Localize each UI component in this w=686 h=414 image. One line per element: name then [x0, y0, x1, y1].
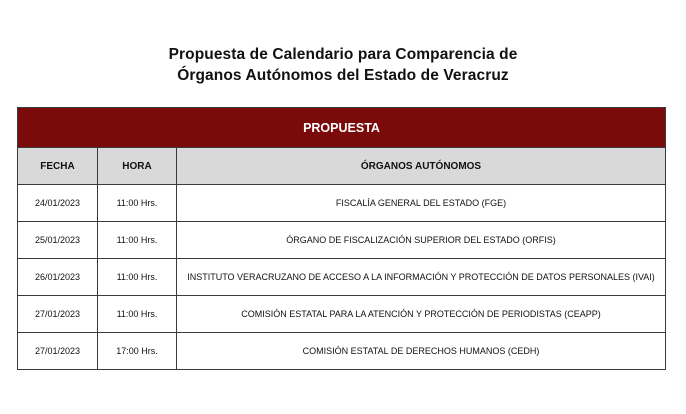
- header-hora: HORA: [98, 148, 177, 185]
- cell-fecha: 26/01/2023: [18, 259, 98, 296]
- document-title: [0, 44, 686, 86]
- table-row: [18, 259, 666, 296]
- cell-fecha: 24/01/2023: [18, 185, 98, 222]
- cell-hora: 17:00 Hrs.: [98, 333, 177, 370]
- cell-fecha: 25/01/2023: [18, 222, 98, 259]
- cell-fecha: 27/01/2023: [18, 296, 98, 333]
- table-row: [18, 185, 666, 222]
- schedule-table: [17, 107, 666, 370]
- cell-organo: ÓRGANO DE FISCALIZACIÓN SUPERIOR DEL ESTADO (ORFIS): [177, 222, 666, 259]
- table-row: [18, 333, 666, 370]
- cell-hora: 11:00 Hrs.: [98, 259, 177, 296]
- cell-organo: INSTITUTO VERACRUZANO DE ACCESO A LA INFORMACIÓN Y PROTECCIÓN DE DATOS PERSONALES (IVAI): [177, 259, 666, 296]
- cell-organo: FISCALÍA GENERAL DEL ESTADO (FGE): [177, 185, 666, 222]
- cell-hora: 11:00 Hrs.: [98, 296, 177, 333]
- table-row: [18, 296, 666, 333]
- title-line-2: Órganos Autónomos del Estado de Veracruz: [177, 67, 509, 84]
- cell-fecha: 27/01/2023: [18, 333, 98, 370]
- header-fecha: FECHA: [18, 148, 98, 185]
- table-row: [18, 222, 666, 259]
- cell-hora: 11:00 Hrs.: [98, 185, 177, 222]
- table-header-row: [18, 148, 666, 185]
- cell-organo: COMISIÓN ESTATAL DE DERECHOS HUMANOS (CEDH): [177, 333, 666, 370]
- band-label: PROPUESTA: [18, 108, 666, 148]
- table-band-row: [18, 108, 666, 148]
- header-organos: ÓRGANOS AUTÓNOMOS: [177, 148, 666, 185]
- title-line-1: Propuesta de Calendario para Comparencia de: [168, 46, 518, 63]
- cell-organo: COMISIÓN ESTATAL PARA LA ATENCIÓN Y PROTECCIÓN DE PERIODISTAS (CEAPP): [177, 296, 666, 333]
- cell-hora: 11:00 Hrs.: [98, 222, 177, 259]
